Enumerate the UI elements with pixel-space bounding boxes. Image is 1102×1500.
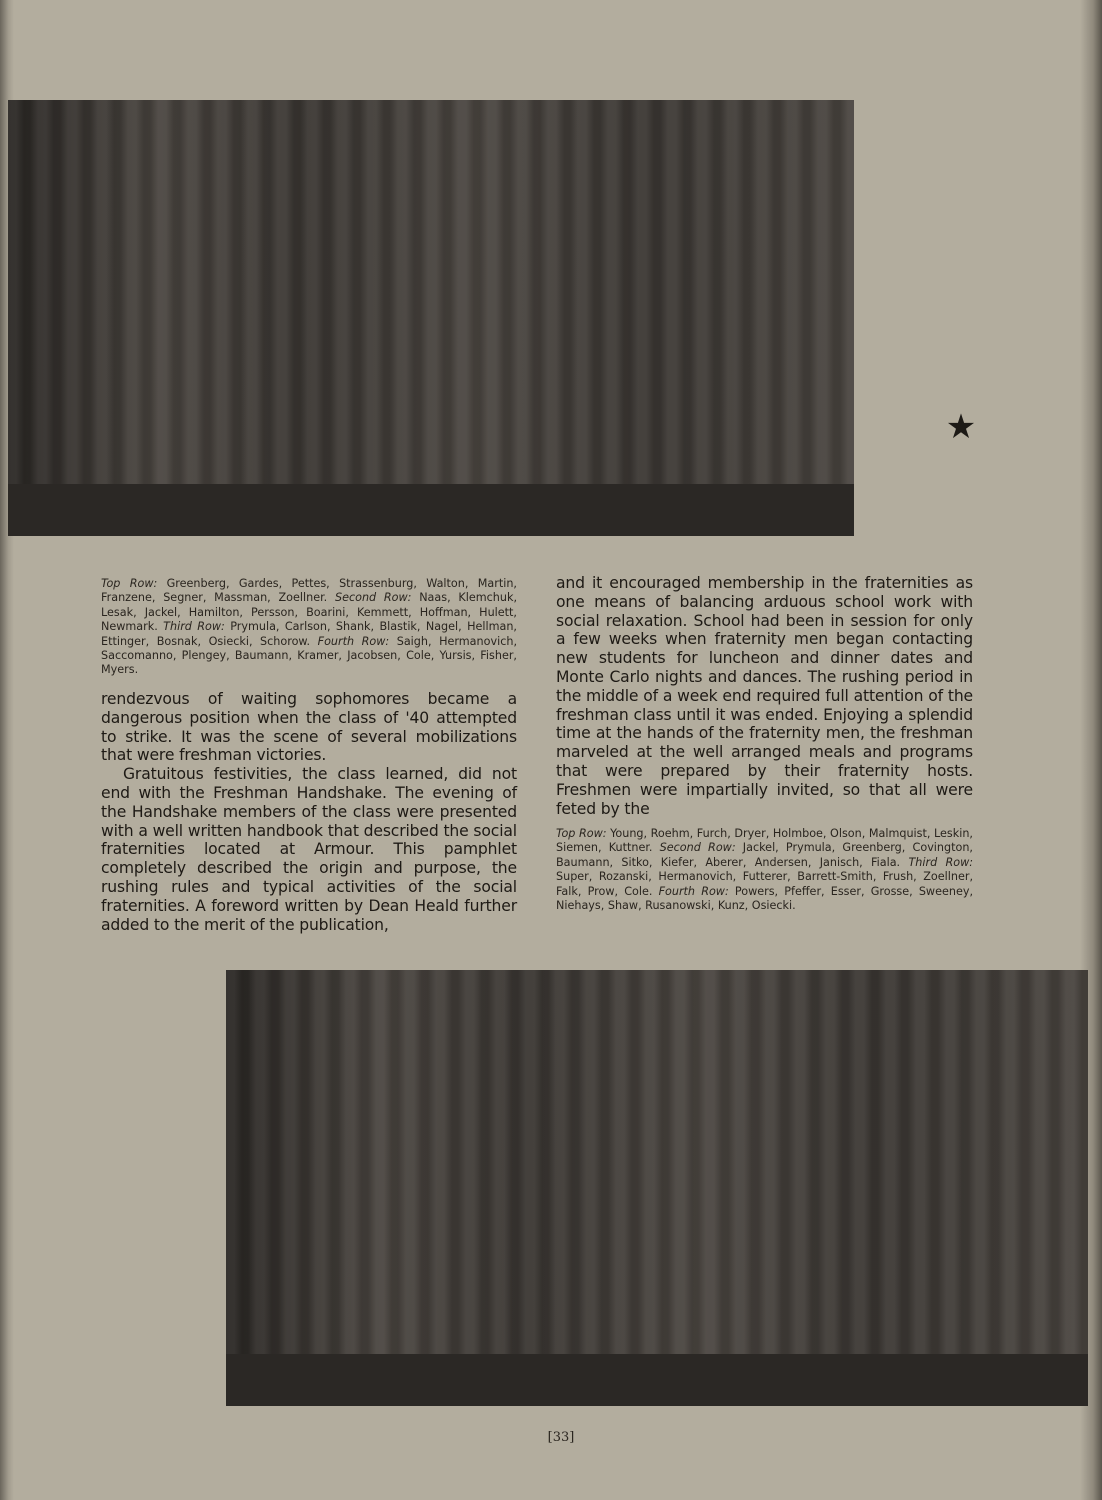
row-label: Second Row: [659, 841, 736, 855]
row-label: Third Row: [163, 620, 225, 634]
photo-floor [226, 1354, 1088, 1406]
caption-bottom-photo [556, 827, 973, 913]
row-names: Greenberg, Gardes, Pettes, Strassenburg, Walton, Martin, Franzene, Segner, Massman, Zoellner. [101, 577, 517, 605]
row-label: Second Row: [334, 591, 412, 605]
group-photo-top [8, 100, 854, 536]
row-names: Naas, Klemchuk, Lesak, Jackel, Hamilton, Persson, Boarini, Kemmett, Hoffman, Hulett, Newmark. [101, 591, 518, 634]
row-label: Top Row: [556, 827, 607, 840]
row-names: Super, Rozanski, Hermanovich, Futterer, Barrett-Smith, Frush, Zoellner, Falk, Prow, Cole. [556, 870, 973, 898]
page-number: [33] [547, 1430, 575, 1445]
row-label: Fourth Row: [658, 884, 729, 898]
photo-floor [8, 484, 854, 536]
body-paragraph: rendezvous of waiting sophomores became a dangerous position when the class of '40 attempted to strike. It was the scene of several mobilizations that were freshman victories. [101, 690, 517, 765]
star-icon: ★ [945, 407, 977, 447]
row-label: Fourth Row: [317, 634, 390, 648]
caption-top-photo [101, 577, 517, 678]
row-names: Young, Roehm, Furch, Dryer, Holmboe, Olson, Malmquist, Leskin, Siemen, Kuttner. [556, 827, 973, 855]
row-names: Prymula, Carlson, Shank, Blastik, Nagel, Hellman, Ettinger, Bosnak, Osiecki, Schorow. [101, 620, 517, 648]
group-photo-bottom [226, 970, 1088, 1406]
body-column-right [556, 574, 973, 818]
curtain-backdrop [226, 970, 1088, 1406]
row-names: Jackel, Prymula, Greenberg, Covington, Baumann, Sitko, Kiefer, Aberer, Andersen, Janisch, Fiala. [556, 841, 973, 869]
curtain-backdrop [8, 100, 854, 536]
row-names: Powers, Pfeffer, Esser, Grosse, Sweeney, Niehays, Shaw, Rusanowski, Kunz, Osiecki. [556, 884, 973, 913]
row-names: Saigh, Hermanovich, Saccomanno, Plengey, Baumann, Kramer, Jacobsen, Cole, Yursis, Fisher, Myers. [101, 634, 517, 677]
row-label: Top Row: [101, 577, 158, 590]
row-label: Third Row: [908, 855, 974, 869]
body-column-left [101, 690, 517, 934]
body-paragraph: and it encouraged membership in the fraternities as one means of balancing arduous school work with social relaxation. School had been in session for only a few weeks when fraternity men began contacting new students for luncheon and dinner dates and Monte Carlo nights and dances. The rushing period in the middle of a week end required full attention of the freshman class until it was ended. Enjoying a splendid time at the hands of the fraternity men, the freshman marveled at the well arranged meals and programs that were prepared by their fraternity hosts. Freshmen were impartially invited, so that all were feted by the [556, 574, 973, 818]
body-paragraph: Gratuitous festivities, the class learned, did not end with the Freshman Handshake. The evening of the Handshake members of the class were presented with a well written handbook that described the social fraternities located at Armour. This pamphlet completely described the origin and purpose, the rushing rules and typical activities of the social fraternities. A foreword written by Dean Heald further added to the merit of the publication, [101, 765, 517, 934]
